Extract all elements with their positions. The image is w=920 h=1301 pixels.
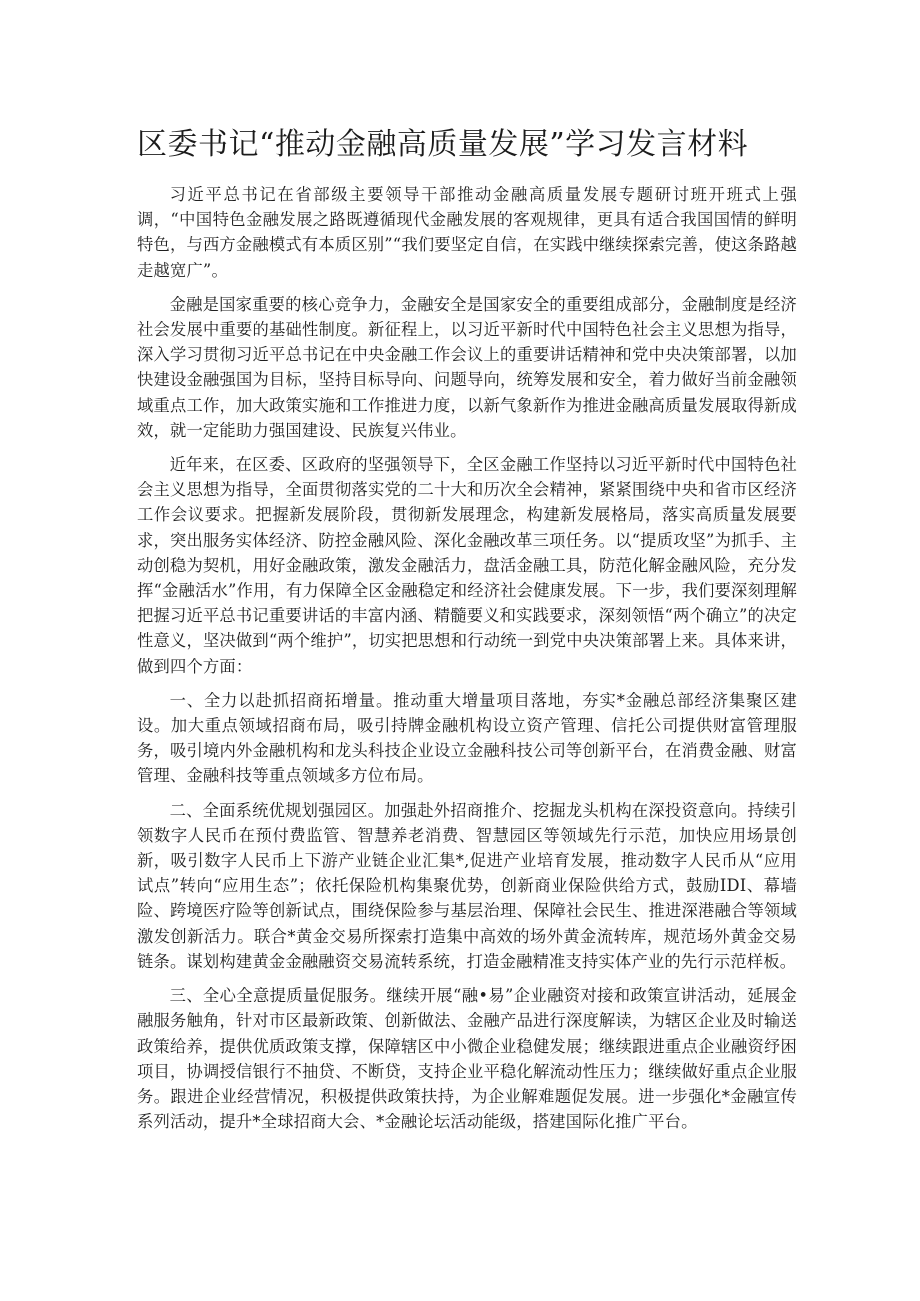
paragraph-point-two: 二、全面系统优规划强园区。加强赴外招商推介、挖掘龙头机构在深投资意向。持续引领数字人民币在预付费监管、智慧养老消费、智慧园区等领域先行示范，加快应用场景创新，吸引数字人民币上下游产业链企业汇集*,促进产业培育发展，推动数字人民币从“应用试点”转向“应用生态”；依托保险机构集聚优势，创新商业保险供给方式，鼓励IDI、幕墙险、跨境医疗险等创新试点，围绕保险参与基层治理、保障社会民生、推进深港融合等领域激发创新活力。联合*黄金交易所探索打造集中高效的场外黄金流转库，规范场外黄金交易链条。谋划构建黄金金融融资交易流转系统，打造金融精准支持实体产业的先行示范样板。 — [137, 800, 797, 971]
document-body — [137, 182, 797, 1143]
document-title: 区委书记“推动金融高质量发展”学习发言材料 — [137, 127, 749, 162]
paragraph-point-one: 一、全力以赴抓招商拓增量。推动重大增量项目落地，夯实*金融总部经济集聚区建设。加大重点领域招商布局，吸引持牌金融机构设立资产管理、信托公司提供财富管理服务，吸引境内外金融机构和龙头科技企业设立金融科技公司等创新平台，在消费金融、财富管理、金融科技等重点领域多方位布局。 — [137, 690, 797, 786]
paragraph-intro-quote: 习近平总书记在省部级主要领导干部推动金融高质量发展专题研讨班开班式上强调，“中国特色金融发展之路既遵循现代金融发展的客观规律，更具有适合我国国情的鲜明特色，与西方金融模式有本质区别”“我们要坚定自信，在实践中继续探索完善，使这条路越走越宽广”。 — [137, 185, 797, 280]
paragraph-recent-work: 近年来，在区委、区政府的坚强领导下，全区金融工作坚持以习近平新时代中国特色社会主义思想为指导，全面贯彻落实党的二十大和历次全会精神，紧紧围绕中央和省市区经济工作会议要求。把握新发展阶段，贯彻新发展理念，构建新发展格局，落实高质量发展要求，突出服务实体经济、防控金融风险、深化金融改革三项任务。以“提质攻坚”为抓手、主动创稳为契机，用好金融政策，激发金融活力，盘活金融工具，防范化解金融风险，充分发挥“金融活水”作用，有力保障全区金融稳定和经济社会健康发展。下一步，我们要深刻理解把握习近平总书记重要讲话的丰富内涵、精髓要义和实践要求，深刻领悟“两个确立”的决定性意义，坚决做到“两个维护”，切实把思想和行动统一到党中央决策部署上来。具体来讲，做到四个方面： — [137, 455, 797, 676]
paragraph-point-three: 三、全心全意提质量促服务。继续开展“融•易”企业融资对接和政策宣讲活动，延展金融服务触角，针对市区最新政策、创新做法、金融产品进行深度解读，为辖区企业及时输送政策给养，提供优质政策支撑，保障辖区中小微企业稳健发展；继续跟进重点企业融资纾困项目，协调授信银行不抽贷、不断贷，支持企业平稳化解流动性压力；继续做好重点企业服务。跟进企业经营情况，积极提供政策扶持，为企业解难题促发展。进一步强化*金融宣传系列活动，提升*全球招商大会、*金融论坛活动能级，搭建国际化推广平台。 — [137, 986, 797, 1132]
paragraph-finance-importance: 金融是国家重要的核心竞争力，金融安全是国家安全的重要组成部分，金融制度是经济社会发展中重要的基础性制度。新征程上，以习近平新时代中国特色社会主义思想为指导，深入学习贯彻习近平总书记在中央金融工作会议上的重要讲话精神和党中央决策部署，以加快建设金融强国为目标，坚持目标导向、问题导向，统筹发展和安全，着力做好当前金融领域重点工作，加大政策实施和工作推进力度，以新气象新作为推进金融高质量发展取得新成效，就一定能助力强国建设、民族复兴伟业。 — [137, 294, 797, 440]
